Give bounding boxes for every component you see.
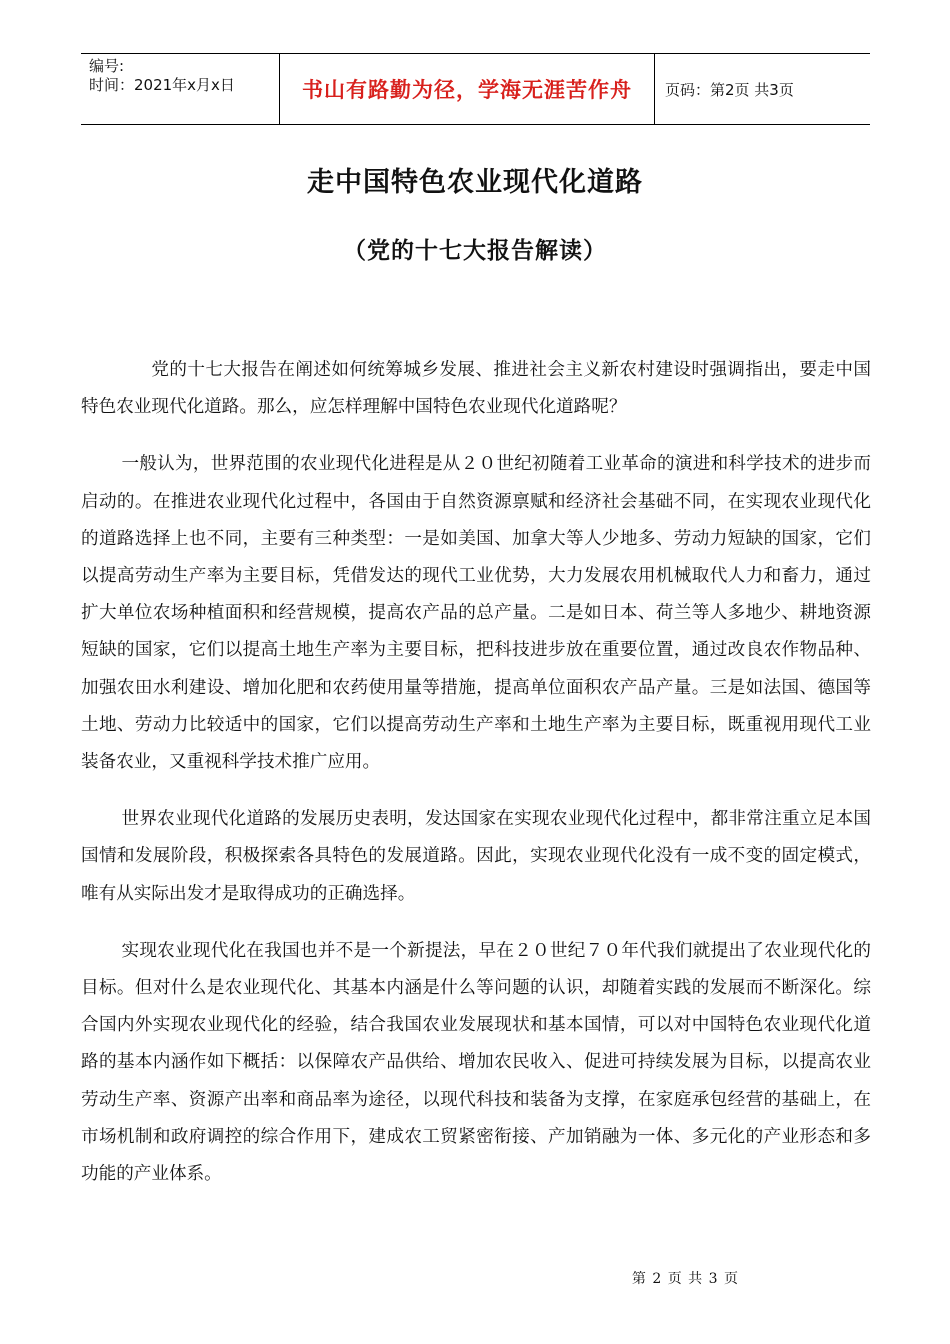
document-code-label: 编号: xyxy=(89,57,125,75)
body-paragraph: 世界农业现代化道路的发展历史表明，发达国家在实现农业现代化过程中，都非常注重立足本国国情和发展阶段，积极探索各具特色的发展道路。因此，实现农业现代化没有一成不变的固定模式，唯有从实际出发才是取得成功的正确选择。 xyxy=(81,809,871,904)
body-paragraph: 党的十七大报告在阐述如何统筹城乡发展、推进社会主义新农村建设时强调指出，要走中国特色农业现代化道路。那么，应怎样理解中国特色农业现代化道路呢？ xyxy=(81,360,871,418)
document-date: 时间：2021年x月x日 xyxy=(89,76,235,94)
header-page-info: 页码：第2页 共3页 xyxy=(665,80,794,99)
page-header xyxy=(81,53,870,125)
page-footer-number: 第 2 页 共 3 页 xyxy=(631,1271,739,1287)
header-motto: 书山有路勤为径，学海无涯苦作舟 xyxy=(302,77,632,102)
document-body xyxy=(81,352,871,1213)
header-page-info-cell xyxy=(655,54,870,124)
document-title: 走中国特色农业现代化道路 xyxy=(307,167,643,198)
header-motto-cell xyxy=(280,54,655,124)
document-subtitle: （党的十七大报告解读） xyxy=(343,238,607,264)
body-paragraph: 一般认为，世界范围的农业现代化进程是从２０世纪初随着工业革命的演进和科学技术的进步而启动的。在推进农业现代化过程中，各国由于自然资源禀赋和经济社会基础不同，在实现农业现代化的道路选择上也不同，主要有三种类型：一是如美国、加拿大等人少地多、劳动力短缺的国家，它们以提高劳动生产率为主要目标，凭借发达的现代工业优势，大力发展农用机械取代人力和畜力，通过扩大单位农场种植面积和经营规模，提高农产品的总产量。二是如日本、荷兰等人多地少、耕地资源短缺的国家，它们以提高土地生产率为主要目标，把科技进步放在重要位置，通过改良农作物品种、加强农田水利建设、增加化肥和农药使用量等措施，提高单位面积农产品产量。三是如法国、德国等土地、劳动力比较适中的国家，它们以提高劳动生产率和土地生产率为主要目标，既重视用现代工业装备农业，又重视科学技术推广应用。 xyxy=(81,454,871,773)
body-paragraph: 实现农业现代化在我国也并不是一个新提法，早在２０世纪７０年代我们就提出了农业现代化的目标。但对什么是农业现代化、其基本内涵是什么等问题的认识，却随着实践的发展而不断深化。综合国内外实现农业现代化的经验，结合我国农业发展现状和基本国情，可以对中国特色农业现代化道路的基本内涵作如下概括：以保障农产品供给、增加农民收入、促进可持续发展为目标，以提高农业劳动生产率、资源产出率和商品率为途径，以现代科技和装备为支撑，在家庭承包经营的基础上，在市场机制和政府调控的综合作用下，建成农工贸紧密衔接、产加销融为一体、多元化的产业形态和多功能的产业体系。 xyxy=(81,940,871,1185)
header-meta xyxy=(81,54,280,124)
